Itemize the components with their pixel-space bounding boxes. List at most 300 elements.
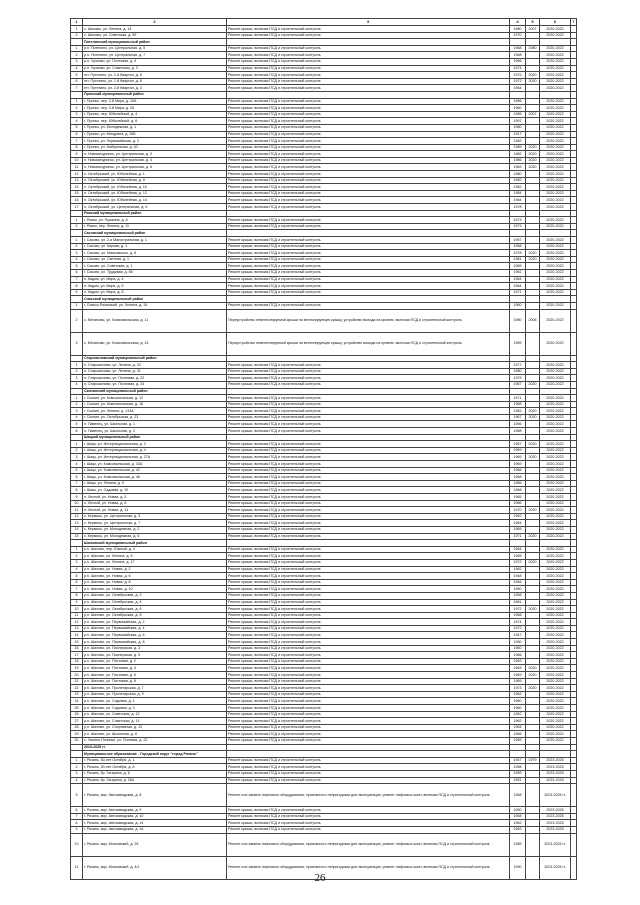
cell-y2 bbox=[526, 230, 540, 237]
cell-empty bbox=[571, 375, 577, 382]
cell-empty bbox=[571, 553, 577, 560]
cell-empty bbox=[571, 428, 577, 435]
cell-y1: 1966 bbox=[510, 652, 526, 659]
cell-work: Ремонт крыши, включая ПСД и строительный контроль bbox=[227, 276, 510, 283]
cell-addr: Шацкий муниципальный район bbox=[83, 434, 227, 441]
table-row bbox=[71, 513, 577, 520]
cell-work: Ремонт крыши, включая ПСД и строительный контроль bbox=[227, 698, 510, 705]
cell-empty bbox=[571, 26, 577, 33]
cell-addr: р.п. Шилово, ул. Садовая, д. 1 bbox=[83, 698, 227, 705]
table-row bbox=[71, 190, 577, 197]
cell-addr: п. Старожилово, ул. Ленина, д. 33 bbox=[83, 362, 227, 369]
cell-y2: 2020 bbox=[526, 685, 540, 692]
cell-work: Ремонт крыши, включая ПСД и строительный контроль bbox=[227, 85, 510, 92]
table-row bbox=[71, 731, 577, 738]
table-row bbox=[71, 467, 577, 474]
cell-y1 bbox=[510, 540, 526, 547]
table-row bbox=[71, 826, 577, 833]
cell-n: 8 bbox=[71, 592, 83, 599]
cell-addr: г. Спасск-Рязанский, ул. Ленина, д. 15 bbox=[83, 302, 227, 309]
cell-per bbox=[540, 751, 571, 758]
cell-work: Ремонт крыши, включая ПСД и строительный контроль bbox=[227, 408, 510, 415]
cell-y2: 2020 bbox=[526, 144, 540, 151]
cell-y2 bbox=[526, 494, 540, 501]
table-row bbox=[71, 144, 577, 151]
cell-y1: 1969 bbox=[510, 737, 526, 744]
cell-per: 2020-2022 bbox=[540, 309, 571, 332]
cell-n: 8 bbox=[71, 144, 83, 151]
cell-addr: с. Кермись, ул. Центральная, д. 7 bbox=[83, 520, 227, 527]
cell-work: Ремонт крыши, включая ПСД и строительный контроль bbox=[227, 32, 510, 39]
cell-y2 bbox=[526, 269, 540, 276]
cell-y2 bbox=[526, 190, 540, 197]
cell-per: 2020-2022 bbox=[540, 579, 571, 586]
cell-y1: 1963 bbox=[510, 826, 526, 833]
cell-empty bbox=[571, 751, 577, 758]
cell-n: 2 bbox=[71, 52, 83, 59]
cell-empty bbox=[571, 678, 577, 685]
cell-y2 bbox=[526, 566, 540, 573]
cell-addr: п. Кадом, ул. Мира, д. 8 bbox=[83, 289, 227, 296]
cell-n: 13 bbox=[71, 625, 83, 632]
cell-y1: 1980 bbox=[510, 368, 526, 375]
cell-addr: Шиловский муниципальный район bbox=[83, 540, 227, 547]
cell-empty bbox=[571, 507, 577, 514]
cell-addr: п. Новомичуринск, ул. Центральная, д. 4 bbox=[83, 157, 227, 164]
cell-empty bbox=[571, 78, 577, 85]
cell-y1: 1960 bbox=[510, 705, 526, 712]
cell-empty bbox=[571, 441, 577, 448]
cell-y1: 1968 bbox=[510, 612, 526, 619]
cell-empty bbox=[571, 566, 577, 573]
cell-per: 2020-2022 bbox=[540, 461, 571, 468]
cell-n: 10 bbox=[71, 606, 83, 613]
cell-empty bbox=[571, 685, 577, 692]
cell-per: 2023-2025 гг. bbox=[540, 784, 571, 807]
cell-addr: г. Скопин, ул. Комсомольская, д. 12 bbox=[83, 395, 227, 402]
cell-per bbox=[540, 91, 571, 98]
cell-empty bbox=[571, 820, 577, 827]
cell-y1: 1978 bbox=[510, 250, 526, 257]
cell-work: Ремонт крыши, включая ПСД и строительный контроль bbox=[227, 454, 510, 461]
cell-work: Ремонт крыши, включая ПСД и строительный контроль bbox=[227, 52, 510, 59]
cell-n: 1 bbox=[71, 362, 83, 369]
cell-per: 2020-2022 bbox=[540, 269, 571, 276]
cell-y1: 1972 bbox=[510, 72, 526, 79]
table-row bbox=[71, 606, 577, 613]
cell-addr: г. Пронск, пер. Юбилейный, д. 4 bbox=[83, 111, 227, 118]
table-row bbox=[71, 237, 577, 244]
cell-y1: 1947 bbox=[510, 632, 526, 639]
cell-empty bbox=[571, 177, 577, 184]
cell-y1: 1982 bbox=[510, 151, 526, 158]
cell-per: 2020-2022 bbox=[540, 559, 571, 566]
cell-y1: 1964 bbox=[510, 276, 526, 283]
cell-work: Ремонт крыши, включая ПСД и строительный контроль bbox=[227, 118, 510, 125]
table-row bbox=[71, 764, 577, 771]
cell-y1: 1948 bbox=[510, 573, 526, 580]
cell-y1: 1972 bbox=[510, 606, 526, 613]
cell-addr: г. Шацк, ул. Комсомольская, д. 42 bbox=[83, 467, 227, 474]
cell-addr: г. Рязань, мкр. Автозаводская, д. 8 bbox=[83, 784, 227, 807]
cell-per: 2023-2025 bbox=[540, 826, 571, 833]
cell-per: 2020-2022 bbox=[540, 612, 571, 619]
section-row bbox=[71, 91, 577, 98]
table-row bbox=[71, 705, 577, 712]
cell-y1: 1973 bbox=[510, 685, 526, 692]
cell-n bbox=[71, 210, 83, 217]
cell-addr: с. Кермись, ул. Молодежная, д. 6 bbox=[83, 533, 227, 540]
cell-addr: р.п. Шилово, ул. Октябрьская, д. 2 bbox=[83, 592, 227, 599]
cell-y2: 2020 bbox=[526, 507, 540, 514]
cell-y1: 1972 bbox=[510, 625, 526, 632]
cell-work: Ремонт крыши, включая ПСД и строительный контроль bbox=[227, 724, 510, 731]
cell-work: Ремонт крыши, включая ПСД и строительный контроль bbox=[227, 639, 510, 646]
cell-y1: 1964 bbox=[510, 546, 526, 553]
cell-n: 2 bbox=[71, 223, 83, 230]
table-row bbox=[71, 269, 577, 276]
cell-addr: р.п. Шилово, ул. Ленина, д. 5 bbox=[83, 553, 227, 560]
cell-work: Ремонт крыши, включая ПСД и строительный контроль bbox=[227, 665, 510, 672]
table-row bbox=[71, 500, 577, 507]
cell-y1: 1960 bbox=[510, 105, 526, 112]
cell-y1: 1962 bbox=[510, 820, 526, 827]
cell-n: 5 bbox=[71, 573, 83, 580]
cell-work bbox=[227, 210, 510, 217]
cell-work bbox=[227, 751, 510, 758]
table-row bbox=[71, 78, 577, 85]
cell-addr: р.п. Шилово, ул. Октябрьская, д. 8 bbox=[83, 612, 227, 619]
table-row bbox=[71, 559, 577, 566]
cell-empty bbox=[571, 197, 577, 204]
table-row bbox=[71, 124, 577, 131]
cell-empty bbox=[571, 362, 577, 369]
cell-empty bbox=[571, 105, 577, 112]
cell-n: 5 bbox=[71, 124, 83, 131]
cell-y1: 1982 bbox=[510, 408, 526, 415]
cell-empty bbox=[571, 777, 577, 784]
cell-y1: 1978 bbox=[510, 204, 526, 211]
cell-n: 9 bbox=[71, 494, 83, 501]
cell-per: 2020-2022 bbox=[540, 58, 571, 65]
cell-per: 2023-2025 bbox=[540, 777, 571, 784]
table-row bbox=[71, 691, 577, 698]
cell-empty bbox=[571, 210, 577, 217]
cell-addr: п. Новомичуринск, ул. Центральная, д. 3 bbox=[83, 151, 227, 158]
cell-addr: г. Скопин, ул. Комсомольская, д. 16 bbox=[83, 401, 227, 408]
cell-empty bbox=[571, 45, 577, 52]
cell-y2 bbox=[526, 98, 540, 105]
cell-n: 7 bbox=[71, 138, 83, 145]
cell-addr: п. Старожилово, ул. Почтовая, д. 22 bbox=[83, 375, 227, 382]
cell-work: Ремонт крыши, включая ПСД и строительный контроль bbox=[227, 151, 510, 158]
cell-y1: 1962 bbox=[510, 718, 526, 725]
table-row bbox=[71, 711, 577, 718]
cell-addr: г. Рязань, 50-лет Октября, д. 8 bbox=[83, 764, 227, 771]
cell-per: 2020-2022 bbox=[540, 362, 571, 369]
cell-y2: 2020 bbox=[526, 151, 540, 158]
cell-addr: г. Шацк, ул. Садовая, д. 10 bbox=[83, 487, 227, 494]
cell-per: 2020-2022 bbox=[540, 105, 571, 112]
cell-y2 bbox=[526, 807, 540, 814]
cell-n: 2 bbox=[71, 32, 83, 39]
cell-empty bbox=[571, 223, 577, 230]
table-row bbox=[71, 217, 577, 224]
cell-empty bbox=[571, 395, 577, 402]
cell-work: Ремонт крыши, включая ПСД и строительный контроль bbox=[227, 672, 510, 679]
cell-y1: 1984 bbox=[510, 190, 526, 197]
cell-y1: 1960 bbox=[510, 645, 526, 652]
cell-addr: р.п. Шилово, ул. Октябрьская, д. 6 bbox=[83, 606, 227, 613]
cell-work: Ремонт крыши, включая ПСД и строительный контроль bbox=[227, 487, 510, 494]
cell-y2: 2020 bbox=[526, 559, 540, 566]
cell-addr: р.п. Шилово, ул. Новая, д. 2 bbox=[83, 566, 227, 573]
cell-y1 bbox=[510, 210, 526, 217]
cell-work: Ремонт крыши, включая ПСД и строительный контроль bbox=[227, 256, 510, 263]
cell-empty bbox=[571, 764, 577, 771]
cell-per: 2020-2022 bbox=[540, 78, 571, 85]
cell-addr: п. Кадом, ул. Мира, д. 5 bbox=[83, 283, 227, 290]
cell-work: Ремонт крыши, включая ПСД и строительный контроль bbox=[227, 184, 510, 191]
cell-y1: 1971 bbox=[510, 533, 526, 540]
cell-n: 3 bbox=[71, 770, 83, 777]
cell-work: Ремонт крыши, включая ПСД и строительный контроль bbox=[227, 447, 510, 454]
cell-per bbox=[540, 210, 571, 217]
cell-n: 10 bbox=[71, 157, 83, 164]
cell-empty bbox=[571, 770, 577, 777]
section-row bbox=[71, 434, 577, 441]
cell-y2 bbox=[526, 210, 540, 217]
cell-work bbox=[227, 434, 510, 441]
cell-per: 2020-2022 bbox=[540, 428, 571, 435]
cell-y1: 1956 bbox=[510, 421, 526, 428]
table-row bbox=[71, 421, 577, 428]
cell-empty bbox=[571, 243, 577, 250]
document-page bbox=[70, 18, 576, 880]
cell-y1: 1973 bbox=[510, 223, 526, 230]
cell-per: 2020-2022 bbox=[540, 731, 571, 738]
cell-y1 bbox=[510, 355, 526, 362]
cell-addr: Старожиловский муниципальный район bbox=[83, 355, 227, 362]
cell-n: 16 bbox=[71, 197, 83, 204]
cell-work: Ремонт крыши, включая ПСД и строительный контроль bbox=[227, 820, 510, 827]
cell-work: Ремонт крыши, включая ПСД и строительный контроль bbox=[227, 131, 510, 138]
cell-n: 11 bbox=[71, 164, 83, 171]
cell-y2 bbox=[526, 131, 540, 138]
cell-n: 6 bbox=[71, 807, 83, 814]
cell-addr: р.п. Шилово, ул. Спортивная, д. 10 bbox=[83, 724, 227, 731]
cell-work: Ремонт крыши, включая ПСД и строительный контроль bbox=[227, 592, 510, 599]
cell-y2: 2020 bbox=[526, 533, 540, 540]
cell-per: 2020-2022 bbox=[540, 480, 571, 487]
cell-y1: 1964 bbox=[510, 283, 526, 290]
cell-addr: п. Октябрьский, ул. Центральная, д. 9 bbox=[83, 204, 227, 211]
cell-per: 2020-2022 bbox=[540, 256, 571, 263]
cell-addr: с. Занино-Починки, ул. Полевая, д. 22 bbox=[83, 737, 227, 744]
cell-y2 bbox=[526, 388, 540, 395]
cell-empty bbox=[571, 606, 577, 613]
cell-work: Ремонт крыши, включая ПСД и строительный контроль bbox=[227, 190, 510, 197]
cell-empty bbox=[571, 619, 577, 626]
cell-y2: 2020 bbox=[526, 665, 540, 672]
cell-n: 3 bbox=[71, 454, 83, 461]
cell-y2: 1980 bbox=[526, 45, 540, 52]
cell-empty bbox=[571, 724, 577, 731]
cell-addr: г. Шацк, ул. Ленина, д. 9 bbox=[83, 480, 227, 487]
cell-n: 1 bbox=[71, 395, 83, 402]
cell-n: 5 bbox=[71, 784, 83, 807]
cell-per bbox=[540, 744, 571, 751]
cell-y2 bbox=[526, 737, 540, 744]
cell-per bbox=[540, 434, 571, 441]
cell-per: 2020-2022 bbox=[540, 381, 571, 388]
cell-addr: г. Рязань, мкр. Автозаводская, д. 16 bbox=[83, 826, 227, 833]
cell-y1: 1970 bbox=[510, 507, 526, 514]
cell-n bbox=[71, 434, 83, 441]
section-row bbox=[71, 230, 577, 237]
cell-y2 bbox=[526, 58, 540, 65]
cell-y2 bbox=[526, 263, 540, 270]
cell-work: Ремонт крыши, включая ПСД и строительный контроль bbox=[227, 826, 510, 833]
cell-n: 20 bbox=[71, 672, 83, 679]
table-row bbox=[71, 632, 577, 639]
cell-n bbox=[71, 744, 83, 751]
cell-work: Ремонт крыши, включая ПСД и строительный контроль bbox=[227, 691, 510, 698]
cell-n: 4 bbox=[71, 118, 83, 125]
table-row bbox=[71, 645, 577, 652]
cell-n bbox=[71, 296, 83, 303]
cell-per: 2020-2022 bbox=[540, 32, 571, 39]
cell-y1 bbox=[510, 751, 526, 758]
cell-y1: 1997 bbox=[510, 118, 526, 125]
cell-work: Ремонт крыши, включая ПСД и строительный контроль bbox=[227, 513, 510, 520]
cell-addr: Пителинский муниципальный район bbox=[83, 39, 227, 46]
table-row bbox=[71, 32, 577, 39]
cell-per: 2020-2022 bbox=[540, 421, 571, 428]
cell-n: 15 bbox=[71, 639, 83, 646]
cell-per: 2020-2022 bbox=[540, 698, 571, 705]
cell-n: 7 bbox=[71, 276, 83, 283]
cell-addr: р.п. Шилово, ул. Первомайская, д. 6 bbox=[83, 632, 227, 639]
cell-empty bbox=[571, 731, 577, 738]
cell-empty bbox=[571, 645, 577, 652]
cell-per: 2020-2022 bbox=[540, 223, 571, 230]
table-row bbox=[71, 98, 577, 105]
cell-work: Ремонт крыши, включая ПСД и строительный контроль bbox=[227, 302, 510, 309]
cell-per bbox=[540, 388, 571, 395]
cell-y1: 1947 bbox=[510, 757, 526, 764]
cell-per: 2020-2022 bbox=[540, 276, 571, 283]
cell-work: Ремонт крыши, включая ПСД и строительный контроль bbox=[227, 138, 510, 145]
cell-n: 22 bbox=[71, 685, 83, 692]
cell-y1: 1930 bbox=[510, 639, 526, 646]
cell-per: 2020-2022 bbox=[540, 177, 571, 184]
cell-empty bbox=[571, 85, 577, 92]
table-row bbox=[71, 368, 577, 375]
cell-work: Переустройство невентилируемой крыши на вентилируемую крышу, устройство выхода на кровлю, включая ПСД и строительный контроль bbox=[227, 332, 510, 355]
header-cell: 2 bbox=[83, 19, 227, 26]
cell-y2 bbox=[526, 177, 540, 184]
cell-y2 bbox=[526, 421, 540, 428]
cell-work: Ремонт крыши, включая ПСД и строительный контроль bbox=[227, 217, 510, 224]
table-row bbox=[71, 494, 577, 501]
cell-y2 bbox=[526, 632, 540, 639]
cell-y1: 1968 bbox=[510, 45, 526, 52]
cell-y1: 1962 bbox=[510, 513, 526, 520]
cell-addr: п. Старожилово, ул. Ленина, д. 31 bbox=[83, 368, 227, 375]
cell-y2 bbox=[526, 467, 540, 474]
cell-y2 bbox=[526, 592, 540, 599]
cell-y1 bbox=[510, 91, 526, 98]
header-cell: 5 bbox=[526, 19, 540, 26]
cell-empty bbox=[571, 309, 577, 332]
table-row bbox=[71, 579, 577, 586]
cell-addr: р.п. Шилово, пер. Южный, д. 4 bbox=[83, 546, 227, 553]
cell-n: 2 bbox=[71, 764, 83, 771]
cell-y2 bbox=[526, 764, 540, 771]
cell-y1: 1970 bbox=[510, 32, 526, 39]
cell-y2 bbox=[526, 612, 540, 619]
cell-addr: с. Шилово, ул. Советская, д. 59 bbox=[83, 32, 227, 39]
table-row bbox=[71, 833, 577, 856]
cell-y1 bbox=[510, 230, 526, 237]
cell-empty bbox=[571, 289, 577, 296]
cell-n: 4 bbox=[71, 381, 83, 388]
cell-y1: 1965 bbox=[510, 494, 526, 501]
table-row bbox=[71, 131, 577, 138]
table-row bbox=[71, 138, 577, 145]
cell-y2 bbox=[526, 124, 540, 131]
cell-work: Ремонт крыши, включая ПСД и строительный контроль bbox=[227, 65, 510, 72]
cell-n: 25 bbox=[71, 705, 83, 712]
cell-n: 17 bbox=[71, 204, 83, 211]
cell-n: 3 bbox=[71, 408, 83, 415]
cell-empty bbox=[571, 639, 577, 646]
cell-per: 2020-2022 bbox=[540, 606, 571, 613]
cell-y2 bbox=[526, 243, 540, 250]
cell-y2 bbox=[526, 645, 540, 652]
cell-empty bbox=[571, 131, 577, 138]
cell-y2 bbox=[526, 52, 540, 59]
cell-addr: г. Пронск, пер. 2-й Мира, д. 26 bbox=[83, 105, 227, 112]
cell-y2 bbox=[526, 118, 540, 125]
cell-y2 bbox=[526, 85, 540, 92]
cell-y2 bbox=[526, 362, 540, 369]
cell-n: 4 bbox=[71, 777, 83, 784]
cell-addr: п. Лесной, ул. Новая, д. 8 bbox=[83, 500, 227, 507]
table-row bbox=[71, 820, 577, 827]
cell-addr: г. Сасово, ул. Светлая, д. 1 bbox=[83, 256, 227, 263]
cell-y2 bbox=[526, 401, 540, 408]
cell-empty bbox=[571, 461, 577, 468]
cell-work: Ремонт крыши, включая ПСД и строительный контроль bbox=[227, 645, 510, 652]
cell-y2 bbox=[526, 461, 540, 468]
cell-per: 2020-2022 bbox=[540, 592, 571, 599]
cell-empty bbox=[571, 546, 577, 553]
cell-empty bbox=[571, 263, 577, 270]
table-row bbox=[71, 520, 577, 527]
cell-per: 2020-2022 bbox=[540, 533, 571, 540]
cell-n: 1 bbox=[71, 26, 83, 33]
cell-addr: п. Лесной, ул. Новая, д. 5 bbox=[83, 494, 227, 501]
cell-n: 1 bbox=[71, 45, 83, 52]
cell-y2 bbox=[526, 820, 540, 827]
cell-n: 13 bbox=[71, 177, 83, 184]
cell-work: Ремонт крыши, включая ПСД и строительный контроль bbox=[227, 599, 510, 606]
cell-per: 2020-2022 bbox=[540, 553, 571, 560]
section-row bbox=[71, 39, 577, 46]
cell-work: Ремонт крыши, включая ПСД и строительный контроль bbox=[227, 395, 510, 402]
